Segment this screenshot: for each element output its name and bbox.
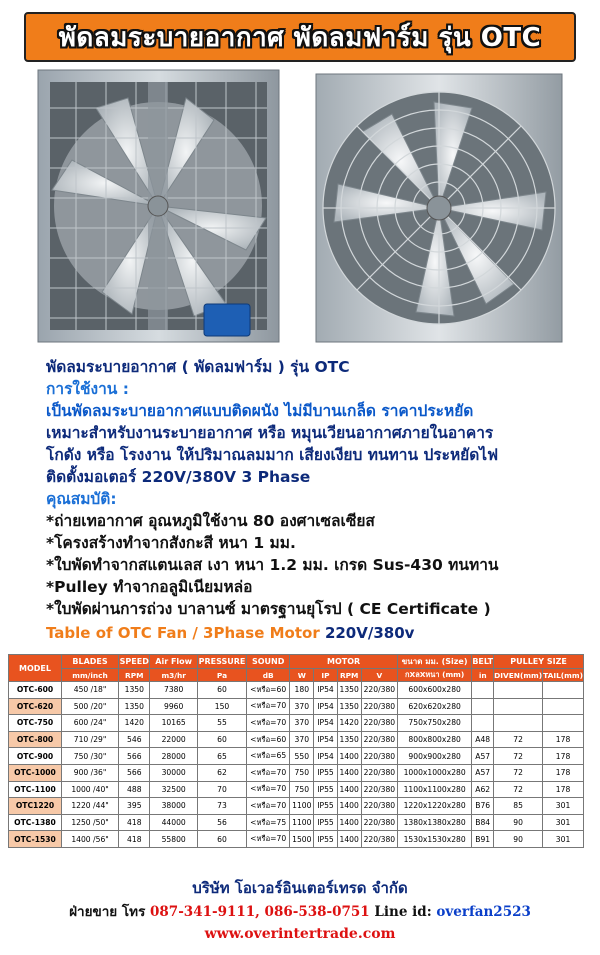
table-cell: 10165 bbox=[150, 715, 197, 732]
model-cell: OTC1220 bbox=[9, 798, 62, 815]
table-cell: 32500 bbox=[150, 781, 197, 798]
table-cell: 1350 bbox=[337, 682, 361, 699]
table-cell: 60 bbox=[197, 731, 246, 748]
table-cell bbox=[472, 698, 494, 715]
website-link[interactable]: www.overintertrade.com bbox=[204, 926, 396, 942]
table-cell: B76 bbox=[472, 798, 494, 815]
table-cell: 566 bbox=[119, 748, 150, 765]
table-row bbox=[9, 814, 584, 831]
subheader-ip: IP bbox=[314, 669, 337, 682]
table-cell: 600x600x280 bbox=[397, 682, 471, 699]
table-cell: 395 bbox=[119, 798, 150, 815]
header-model: MODEL bbox=[9, 655, 62, 682]
table-cell: IP55 bbox=[314, 781, 337, 798]
features-label: คุณสมบัติ: bbox=[46, 490, 117, 508]
fan-photo-square bbox=[36, 68, 281, 344]
table-cell: 301 bbox=[543, 814, 584, 831]
feature-item: *ใบพัดทำจากสแตนเลส เงา หนา 1.2 มม. เกรด Sus-430 ทนทาน bbox=[46, 556, 499, 574]
header-motor: MOTOR bbox=[290, 655, 398, 669]
subheader-watt: W bbox=[290, 669, 314, 682]
table-cell: <หรือ=65 bbox=[247, 748, 290, 765]
table-cell: 418 bbox=[119, 814, 150, 831]
table-cell: 370 bbox=[290, 698, 314, 715]
model-cell: OTC-800 bbox=[9, 731, 62, 748]
header-sound: SOUND bbox=[247, 655, 290, 669]
feature-item: *Pulley ทำจากอลูมิเนียมหล่อ bbox=[46, 578, 253, 596]
subheader-volt: V bbox=[361, 669, 397, 682]
table-cell: 600 /24" bbox=[62, 715, 119, 732]
table-cell: 220/380 bbox=[361, 831, 397, 848]
table-cell: A62 bbox=[472, 781, 494, 798]
table-cell: 370 bbox=[290, 715, 314, 732]
table-cell: 1350 bbox=[337, 698, 361, 715]
table-cell: IP54 bbox=[314, 698, 337, 715]
table-cell: 90 bbox=[494, 814, 543, 831]
usage-label: การใช้งาน : bbox=[46, 380, 129, 398]
table-cell: 55800 bbox=[150, 831, 197, 848]
usage-line: เหมาะสำหรับงานระบายอากาศ หรือ หมุนเวียนอากาศภายในอาคาร bbox=[46, 424, 494, 442]
table-cell: <หรือ=60 bbox=[247, 731, 290, 748]
table-cell: 73 bbox=[197, 798, 246, 815]
table-cell: 72 bbox=[494, 781, 543, 798]
table-cell: A57 bbox=[472, 748, 494, 765]
table-cell: 28000 bbox=[150, 748, 197, 765]
fan-photo-round bbox=[314, 72, 564, 344]
table-cell: IP54 bbox=[314, 731, 337, 748]
table-cell bbox=[472, 715, 494, 732]
header-blades: BLADES bbox=[62, 655, 119, 669]
model-cell: OTC-900 bbox=[9, 748, 62, 765]
table-cell: 750 bbox=[290, 781, 314, 798]
model-cell: OTC-750 bbox=[9, 715, 62, 732]
table-cell: 220/380 bbox=[361, 781, 397, 798]
header-pulley: PULLEY SIZE bbox=[494, 655, 584, 669]
description-heading: พัดลมระบายอากาศ ( พัดลมฟาร์ม ) รุ่น OTC bbox=[46, 358, 350, 376]
table-cell: 56 bbox=[197, 814, 246, 831]
table-cell: 1400 /56" bbox=[62, 831, 119, 848]
table-cell: 1400 bbox=[337, 798, 361, 815]
subheader-rpm: RPM bbox=[337, 669, 361, 682]
subheader-airflow: m3/hr bbox=[150, 669, 197, 682]
table-cell: 220/380 bbox=[361, 682, 397, 699]
table-cell: 1350 bbox=[119, 682, 150, 699]
model-cell: OTC-1000 bbox=[9, 764, 62, 781]
table-cell: 1380x1380x280 bbox=[397, 814, 471, 831]
table-cell: IP54 bbox=[314, 682, 337, 699]
title-banner bbox=[24, 12, 576, 62]
table-cell: 178 bbox=[543, 781, 584, 798]
table-cell: B91 bbox=[472, 831, 494, 848]
header-size: ขนาด มม. (Size) bbox=[397, 655, 471, 669]
table-row bbox=[9, 682, 584, 699]
company-name: บริษัท โอเวอร์อินเตอร์เทรด จำกัด bbox=[192, 879, 408, 897]
table-cell: 180 bbox=[290, 682, 314, 699]
table-cell: 38000 bbox=[150, 798, 197, 815]
table-cell: 7380 bbox=[150, 682, 197, 699]
table-row bbox=[9, 764, 584, 781]
table-cell: 301 bbox=[543, 831, 584, 848]
table-row bbox=[9, 731, 584, 748]
table-cell: IP54 bbox=[314, 715, 337, 732]
table-cell: 1530x1530x280 bbox=[397, 831, 471, 848]
phone-numbers[interactable]: 087-341-9111, 086-538-0751 bbox=[150, 904, 370, 920]
table-cell: 178 bbox=[543, 731, 584, 748]
table-cell: 22000 bbox=[150, 731, 197, 748]
table-cell: IP55 bbox=[314, 798, 337, 815]
subheader-tail: TAIL(mm) bbox=[543, 670, 583, 680]
table-cell: 800x800x280 bbox=[397, 731, 471, 748]
table-cell: 566 bbox=[119, 764, 150, 781]
table-cell: 488 bbox=[119, 781, 150, 798]
table-cell: 70 bbox=[197, 781, 246, 798]
table-cell: <หรือ=60 bbox=[247, 682, 290, 699]
table-cell: A57 bbox=[472, 764, 494, 781]
table-cell: 1350 bbox=[337, 731, 361, 748]
table-title bbox=[46, 624, 414, 642]
spec-table bbox=[8, 654, 584, 848]
table-cell: 220/380 bbox=[361, 798, 397, 815]
table-cell: 1400 bbox=[337, 748, 361, 765]
table-cell: 750x750x280 bbox=[397, 715, 471, 732]
table-cell: <หรือ=70 bbox=[247, 715, 290, 732]
table-cell: 1400 bbox=[337, 764, 361, 781]
table-cell: 450 /18" bbox=[62, 682, 119, 699]
table-row bbox=[9, 748, 584, 765]
table-cell: 301 bbox=[543, 798, 584, 815]
model-cell: OTC-1530 bbox=[9, 831, 62, 848]
subheader-blades: mm/inch bbox=[62, 669, 119, 682]
table-cell bbox=[543, 698, 584, 715]
table-cell bbox=[472, 682, 494, 699]
usage-line: โกดัง หรือ โรงงาน ให้ปริมาณลมมาก เสียงเงียบ ทนทาน ประหยัดไฟ bbox=[46, 446, 499, 464]
table-cell: <หรือ=70 bbox=[247, 831, 290, 848]
table-cell: 370 bbox=[290, 731, 314, 748]
table-cell bbox=[494, 698, 543, 715]
table-row bbox=[9, 798, 584, 815]
table-cell: IP54 bbox=[314, 748, 337, 765]
table-cell: 220/380 bbox=[361, 731, 397, 748]
table-cell: <หรือ=70 bbox=[247, 798, 290, 815]
table-cell: <หรือ=70 bbox=[247, 764, 290, 781]
table-row bbox=[9, 715, 584, 732]
table-cell: IP55 bbox=[314, 764, 337, 781]
table-cell: 1220x1220x280 bbox=[397, 798, 471, 815]
feature-item: *โครงสร้างทำจากสังกะสี หนา 1 มม. bbox=[46, 534, 296, 552]
table-cell: 1420 bbox=[337, 715, 361, 732]
table-cell: 1000 /40" bbox=[62, 781, 119, 798]
header-belt: BELT bbox=[472, 655, 494, 669]
table-cell: 60 bbox=[197, 682, 246, 699]
model-cell: OTC-1100 bbox=[9, 781, 62, 798]
table-cell: B84 bbox=[472, 814, 494, 831]
sales-label: ฝ่ายขาย โทร bbox=[69, 904, 151, 920]
table-cell: 44000 bbox=[150, 814, 197, 831]
table-cell: 220/380 bbox=[361, 764, 397, 781]
page-title: พัดลมระบายอากาศ พัดลมฟาร์ม รุ่น OTC bbox=[58, 22, 542, 53]
usage-line: ติดตั้งมอเตอร์ 220V/380V 3 Phase bbox=[46, 468, 311, 486]
table-cell: 9960 bbox=[150, 698, 197, 715]
table-cell: 546 bbox=[119, 731, 150, 748]
table-title-prefix: Table of OTC Fan / 3Phase Motor bbox=[46, 624, 325, 642]
table-cell: 1100 bbox=[290, 814, 314, 831]
table-cell: 220/380 bbox=[361, 698, 397, 715]
table-cell: 1500 bbox=[290, 831, 314, 848]
table-cell: 72 bbox=[494, 764, 543, 781]
table-cell bbox=[494, 715, 543, 732]
table-cell: 178 bbox=[543, 764, 584, 781]
table-cell: 418 bbox=[119, 831, 150, 848]
table-row bbox=[9, 831, 584, 848]
table-cell: <หรือ=70 bbox=[247, 698, 290, 715]
table-cell: 85 bbox=[494, 798, 543, 815]
feature-item: *ใบพัดผ่านการถ่วง บาลานซ์ มาตรฐานยุโรป ( CE Certificate ) bbox=[46, 600, 491, 618]
header-pressure: PRESSURE bbox=[197, 655, 246, 669]
table-row bbox=[9, 698, 584, 715]
table-cell: 1250 /50" bbox=[62, 814, 119, 831]
line-label: Line id: bbox=[369, 904, 437, 920]
table-row bbox=[9, 781, 584, 798]
model-cell: OTC-1380 bbox=[9, 814, 62, 831]
table-cell: 220/380 bbox=[361, 814, 397, 831]
subheader-belt: in bbox=[472, 669, 494, 682]
table-cell: 1100x1100x280 bbox=[397, 781, 471, 798]
table-cell: 1100 bbox=[290, 798, 314, 815]
table-cell: 1420 bbox=[119, 715, 150, 732]
model-cell: OTC-620 bbox=[9, 698, 62, 715]
subheader-speed: RPM bbox=[119, 669, 150, 682]
subheader-sound: dB bbox=[247, 669, 290, 682]
table-cell: A48 bbox=[472, 731, 494, 748]
table-cell: 1400 bbox=[337, 781, 361, 798]
spec-table-body bbox=[9, 682, 584, 848]
table-cell: 30000 bbox=[150, 764, 197, 781]
table-cell: 1400 bbox=[337, 814, 361, 831]
header-speed: SPEED bbox=[119, 655, 150, 669]
table-cell bbox=[494, 682, 543, 699]
table-cell: IP55 bbox=[314, 814, 337, 831]
subheader-driven: DIVEN(mm) bbox=[494, 670, 543, 680]
product-description bbox=[46, 356, 586, 620]
table-cell: 178 bbox=[543, 748, 584, 765]
table-cell: 710 /29" bbox=[62, 731, 119, 748]
table-cell: 220/380 bbox=[361, 715, 397, 732]
table-cell: 62 bbox=[197, 764, 246, 781]
table-cell: 55 bbox=[197, 715, 246, 732]
table-cell: 220/380 bbox=[361, 748, 397, 765]
table-cell: 72 bbox=[494, 731, 543, 748]
table-cell: 1220 /44" bbox=[62, 798, 119, 815]
table-cell: 750 /30" bbox=[62, 748, 119, 765]
contact-line bbox=[0, 900, 600, 922]
table-cell bbox=[543, 682, 584, 699]
table-cell: <หรือ=70 bbox=[247, 781, 290, 798]
table-cell: 90 bbox=[494, 831, 543, 848]
usage-line: เป็นพัดลมระบายอากาศแบบติดผนัง ไม่มีบานเกล็ด ราคาประหยัด bbox=[46, 402, 474, 420]
table-cell: 1400 bbox=[337, 831, 361, 848]
table-cell: 500 /20" bbox=[62, 698, 119, 715]
line-id[interactable]: overfan2523 bbox=[436, 904, 531, 920]
table-cell: 900 /36" bbox=[62, 764, 119, 781]
subheader-pressure: Pa bbox=[197, 669, 246, 682]
table-cell: 60 bbox=[197, 831, 246, 848]
table-cell bbox=[543, 715, 584, 732]
table-cell: 150 bbox=[197, 698, 246, 715]
table-title-suffix: 220V/380v bbox=[324, 624, 415, 642]
table-cell: 620x620x280 bbox=[397, 698, 471, 715]
model-cell: OTC-600 bbox=[9, 682, 62, 699]
table-cell: 65 bbox=[197, 748, 246, 765]
table-cell: <หรือ=75 bbox=[247, 814, 290, 831]
table-cell: 1000x1000x280 bbox=[397, 764, 471, 781]
header-airflow: Air Flow bbox=[150, 655, 197, 669]
subheader-size: กXลXหนา (mm) bbox=[397, 669, 471, 682]
table-cell: 1350 bbox=[119, 698, 150, 715]
table-cell: IP55 bbox=[314, 831, 337, 848]
table-cell: 72 bbox=[494, 748, 543, 765]
table-cell: 750 bbox=[290, 764, 314, 781]
feature-item: *ถ่ายเทอากาศ อุณหภูมิใช้งาน 80 องศาเซลเซียส bbox=[46, 512, 375, 530]
table-cell: 900x900x280 bbox=[397, 748, 471, 765]
table-cell: 550 bbox=[290, 748, 314, 765]
